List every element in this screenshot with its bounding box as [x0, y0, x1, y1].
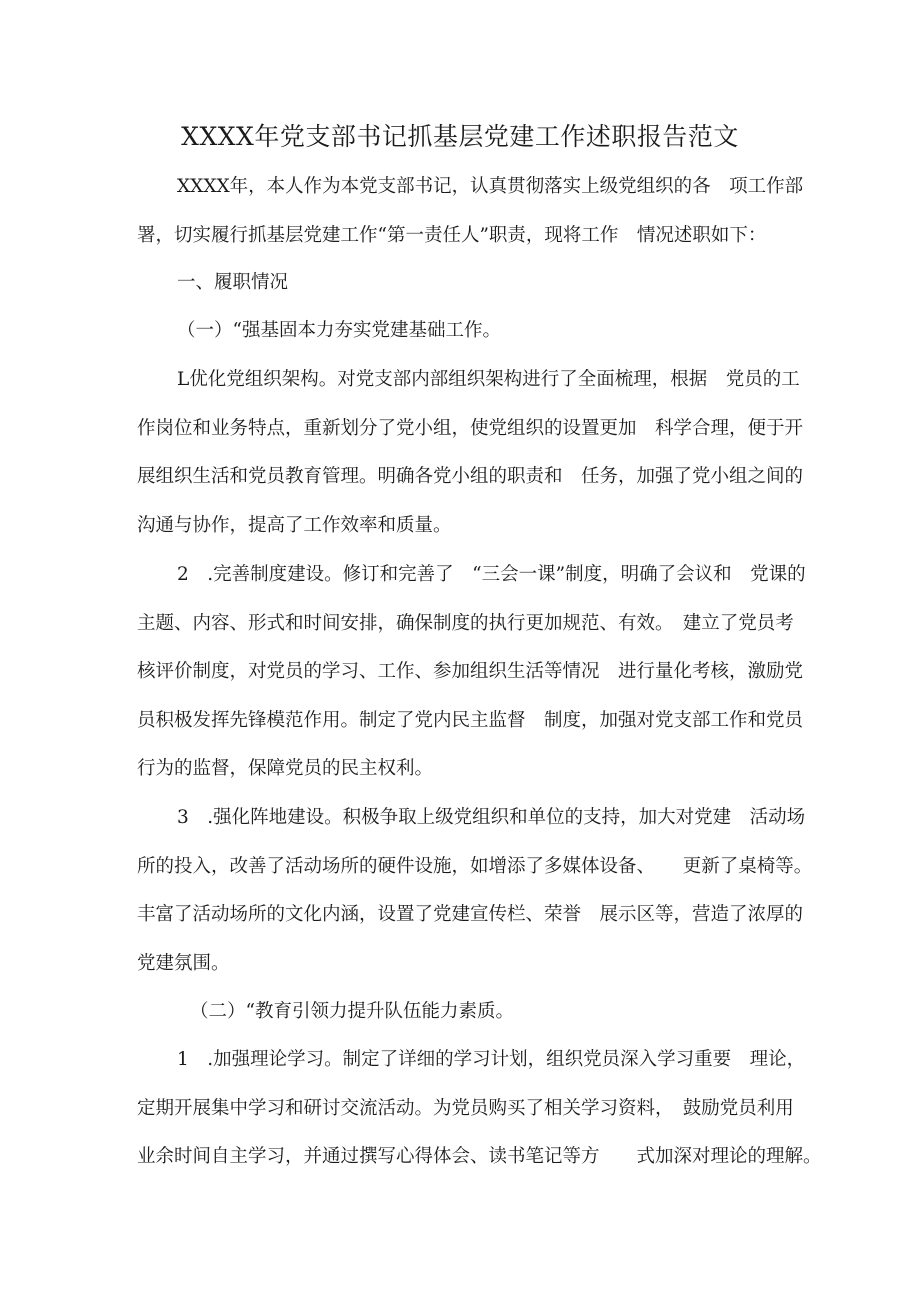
item-3-line-2: 所的投入，改善了活动场所的硬件设施，如增添了多媒体设备、 更新了桌椅等。 [137, 855, 813, 877]
item-2-line-4: 员积极发挥先锋模范作用。制定了党内民主监督 制度，加强对党支部工作和党员 [137, 709, 804, 731]
item-4-paragraph [137, 1036, 822, 1182]
intro-line-1: XXXX年，本人作为本党支部书记，认真贯彻落实上级党组织的各 项工作部 [177, 176, 804, 197]
item-1-line-1: L优化党组织架构。对党支部内部组织架构进行了全面梳理，根据 党员的工 [177, 369, 800, 390]
intro-paragraph [137, 163, 804, 260]
subsection-2-heading-text: （二）“教育引领力提升队伍能力素质。 [190, 1001, 514, 1022]
item-3-line-1: 3 .强化阵地建设。积极争取上级党组织和单位的支持，加大对党建 活动场 [177, 807, 806, 828]
subsection-1-heading [177, 307, 501, 356]
item-2-paragraph [137, 551, 806, 794]
item-3-paragraph [137, 794, 813, 988]
section-1-heading-text: 一、履职情况 [177, 272, 289, 293]
item-3-line-3: 丰富了活动场所的文化内涵，设置了党建宣传栏、荣誉 展示区等，营造了浓厚的 [137, 904, 804, 925]
subsection-2-heading [190, 988, 514, 1037]
item-4-line-3: 业余时间自主学习，并通过撰写心得体会、读书笔记等方 式加深对理论的理解。 [137, 1146, 822, 1167]
item-2-line-3: 核评价制度，对党员的学习、工作、参加组织生活等情况 进行量化考核，激励党 [137, 661, 804, 682]
intro-line-2: 署，切实履行抓基层党建工作“第一责任人”职责，现将工作 情况述职如下： [137, 224, 767, 246]
item-4-line-1: 1 .加强理论学习。制定了详细的学习计划，组织党员深入学习重要 理论， [177, 1049, 806, 1070]
item-2-line-1: 2 .完善制度建设。修订和完善了 “三会一课”制度，明确了会议和 党课的 [177, 564, 806, 585]
item-1-line-2: 作岗位和业务特点，重新划分了党小组，使党组织的设置更加 科学合理，便于开 [137, 417, 804, 439]
document-title: XXXX年党支部书记抓基层党建工作述职报告范文 [181, 122, 739, 151]
item-1-line-4: 沟通与协作，提高了工作效率和质量。 [137, 514, 452, 536]
item-3-line-4: 党建氛围。 [137, 952, 230, 974]
item-1-line-3: 展组织生活和党员教育管理。明确各党小组的职责和 任务，加强了党小组之间的 [137, 466, 804, 487]
item-2-line-2: 主题、内容、形式和时间安排，确保制度的执行更加规范、有效。 建立了党员考 [137, 612, 794, 634]
item-4-line-2: 定期开展集中学习和研讨交流活动。为党员购买了相关学习资料， 鼓励党员利用 [137, 1097, 794, 1119]
subsection-1-heading-text: （一）“强基固本力夯实党建基础工作。 [177, 320, 501, 341]
item-2-line-5: 行为的监督，保障党员的民主权利。 [137, 758, 434, 779]
item-1-paragraph [137, 356, 804, 550]
section-1-heading [177, 259, 288, 308]
